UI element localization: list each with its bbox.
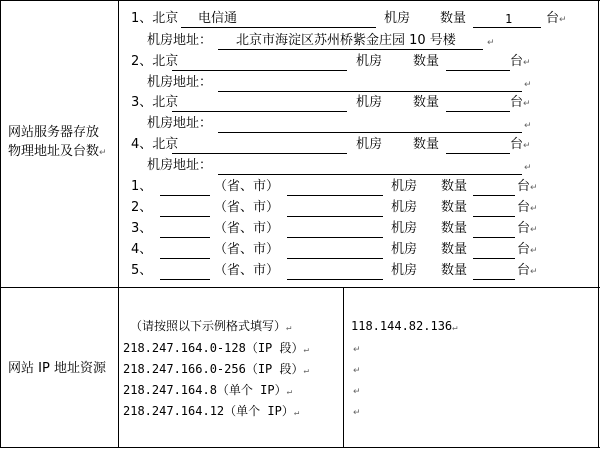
- ip-empty-line-4: ↵: [353, 408, 361, 418]
- city-underline[interactable]: [287, 258, 383, 259]
- province-row-number: 1、: [131, 179, 153, 194]
- province-row-number: 4、: [131, 242, 153, 257]
- entry-1-line: 1、北京: [131, 11, 179, 26]
- entry-1-address-value[interactable]: 北京市海淀区苏州桥紫金庄园 10 号楼: [236, 33, 456, 48]
- entry-1-quantity-label: 数量: [440, 11, 467, 26]
- ip-example-2: 218.247.166.0-256（IP 段）↵: [123, 362, 309, 376]
- province-underline[interactable]: [160, 258, 210, 259]
- province-city-label: （省、市）: [214, 242, 280, 257]
- entry-3-unit: 台↵: [510, 95, 531, 110]
- ip-column-divider: [343, 287, 344, 448]
- ip-example-3: 218.247.164.8（单个 IP）↵: [123, 383, 293, 397]
- entry-4-address-underline[interactable]: [218, 174, 522, 175]
- quantity-label: 数量: [441, 179, 468, 194]
- entry-1-unit: 台↵: [546, 11, 567, 26]
- entry-1-address-return: ↵: [487, 38, 495, 48]
- unit-label: 台↵: [517, 263, 538, 278]
- city-underline[interactable]: [287, 216, 383, 217]
- entry-3-address-return: ↵: [524, 121, 532, 131]
- table-top-border: [0, 0, 600, 1]
- entry-3-line: 3、北京: [131, 95, 179, 110]
- quantity-underline[interactable]: [473, 216, 515, 217]
- entry-3-room-label: 机房: [356, 95, 383, 110]
- city-underline[interactable]: [287, 279, 383, 280]
- province-city-label: （省、市）: [214, 179, 280, 194]
- entry-3-quantity-underline[interactable]: [446, 111, 510, 112]
- entry-4-address-return: ↵: [524, 163, 532, 173]
- quantity-underline[interactable]: [473, 195, 515, 196]
- table-middle-border: [0, 287, 600, 288]
- entry-3-quantity-label: 数量: [413, 95, 440, 110]
- label-column-divider: [118, 0, 119, 448]
- entry-4-line: 4、北京: [131, 137, 179, 152]
- room-label: 机房: [391, 179, 418, 194]
- entry-1-quantity-value[interactable]: 1: [505, 12, 513, 26]
- entry-4-unit: 台↵: [510, 137, 531, 152]
- quantity-label: 数量: [441, 221, 468, 236]
- entry-2-address-return: ↵: [524, 80, 532, 90]
- entry-1-room-label: 机房: [384, 11, 411, 26]
- ip-empty-line-3: ↵: [353, 387, 361, 397]
- entry-1-isp-underline: [181, 27, 376, 28]
- server-location-label-line1: 网站服务器存放: [8, 125, 100, 140]
- quantity-underline[interactable]: [473, 258, 515, 259]
- entry-4-quantity-label: 数量: [413, 137, 440, 152]
- entry-2-quantity-underline[interactable]: [446, 70, 510, 71]
- quantity-label: 数量: [441, 242, 468, 257]
- ip-example-1: 218.247.164.0-128（IP 段）↵: [123, 341, 309, 355]
- province-city-label: （省、市）: [214, 263, 280, 278]
- entry-2-address-underline[interactable]: [218, 91, 522, 92]
- unit-label: 台↵: [517, 200, 538, 215]
- room-label: 机房: [391, 242, 418, 257]
- entry-1-quantity-underline: [473, 27, 541, 28]
- entry-2-unit: 台↵: [510, 54, 531, 69]
- province-row-number: 2、: [131, 200, 153, 215]
- province-row-number: 5、: [131, 263, 153, 278]
- province-underline[interactable]: [160, 237, 210, 238]
- entry-3-address-underline[interactable]: [218, 132, 522, 133]
- entry-1-address-underline: [218, 49, 483, 50]
- table-right-border: [598, 0, 599, 448]
- province-underline[interactable]: [160, 216, 210, 217]
- ip-instructions: （请按照以下示例格式填写）↵: [130, 319, 292, 333]
- ip-value-input[interactable]: 118.144.82.136↵: [351, 319, 458, 333]
- quantity-underline[interactable]: [473, 237, 515, 238]
- entry-2-line: 2、北京: [131, 54, 179, 69]
- room-label: 机房: [391, 221, 418, 236]
- province-city-label: （省、市）: [214, 200, 280, 215]
- quantity-label: 数量: [441, 263, 468, 278]
- entry-4-isp-underline[interactable]: [172, 153, 347, 154]
- entry-1-isp[interactable]: 电信通: [198, 11, 238, 26]
- entry-3-isp-underline[interactable]: [172, 111, 347, 112]
- table-bottom-border: [0, 447, 600, 448]
- ip-empty-line-1: ↵: [353, 345, 361, 355]
- quantity-label: 数量: [441, 200, 468, 215]
- city-underline[interactable]: [287, 237, 383, 238]
- ip-resource-label: 网站 IP 地址资源: [8, 361, 106, 376]
- entry-2-address-label: 机房地址：: [147, 75, 213, 90]
- province-underline[interactable]: [160, 279, 210, 280]
- unit-label: 台↵: [517, 221, 538, 236]
- room-label: 机房: [391, 263, 418, 278]
- province-underline[interactable]: [160, 195, 210, 196]
- province-city-label: （省、市）: [214, 221, 280, 236]
- unit-label: 台↵: [517, 242, 538, 257]
- room-label: 机房: [391, 200, 418, 215]
- ip-example-4: 218.247.164.12（单个 IP）↵: [123, 404, 300, 418]
- entry-2-room-label: 机房: [356, 54, 383, 69]
- entry-4-room-label: 机房: [356, 137, 383, 152]
- unit-label: 台↵: [517, 179, 538, 194]
- server-location-label-line2: 物理地址及台数↵: [8, 144, 107, 159]
- city-underline[interactable]: [287, 195, 383, 196]
- entry-1-address-label: 机房地址：: [147, 33, 213, 48]
- table-left-border: [0, 0, 1, 448]
- entry-4-quantity-underline[interactable]: [446, 153, 510, 154]
- entry-2-isp-underline[interactable]: [172, 70, 347, 71]
- quantity-underline[interactable]: [473, 279, 515, 280]
- province-row-number: 3、: [131, 221, 153, 236]
- entry-3-address-label: 机房地址：: [147, 116, 213, 131]
- entry-4-address-label: 机房地址：: [147, 158, 213, 173]
- ip-empty-line-2: ↵: [353, 366, 361, 376]
- entry-2-quantity-label: 数量: [413, 54, 440, 69]
